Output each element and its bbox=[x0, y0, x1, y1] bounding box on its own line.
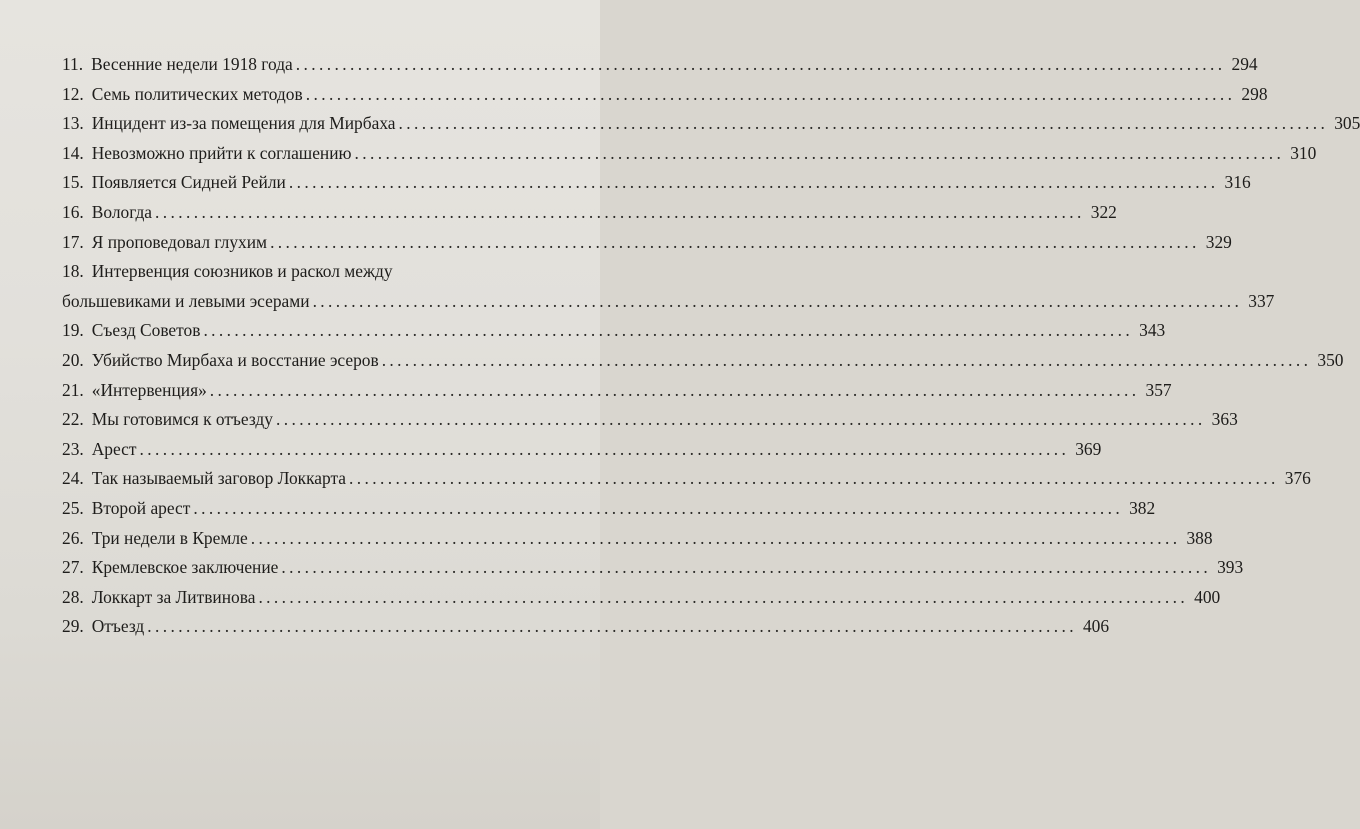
toc-entry-title: Второй арест bbox=[91, 497, 191, 518]
toc-entry-page: 369 bbox=[1075, 438, 1102, 459]
toc-entry-25 bbox=[62, 494, 1156, 524]
toc-entry-11 bbox=[62, 50, 1258, 80]
toc-entry-number: 11. bbox=[62, 54, 84, 74]
dot-leader bbox=[155, 198, 1085, 228]
toc-entry-title: Убийство Мирбаха и восстание эсеров bbox=[91, 349, 379, 370]
toc-entry-title: Три недели в Кремле bbox=[91, 527, 248, 548]
toc-entry-page: 322 bbox=[1090, 201, 1117, 222]
toc-entry-18 bbox=[62, 257, 1275, 316]
dot-leader bbox=[289, 168, 1219, 198]
toc-entry-first-line bbox=[62, 257, 550, 287]
toc-entry-26 bbox=[62, 524, 1213, 554]
toc-entry-title: Так называемый заговор Локкарта bbox=[91, 468, 347, 489]
toc-entry-page: 337 bbox=[1248, 290, 1275, 311]
dot-leader bbox=[399, 109, 1329, 139]
toc-entry-number: 27. bbox=[62, 557, 84, 578]
toc-entry-number: 23. bbox=[62, 438, 84, 459]
toc-entry-22 bbox=[62, 405, 1238, 435]
toc-entry-page: 400 bbox=[1194, 586, 1221, 607]
toc-entry-page: 305 bbox=[1334, 113, 1360, 134]
toc-entry-title: Кремлевское заключение bbox=[91, 557, 279, 578]
toc-entry-title: Я проповедовал глухим bbox=[91, 231, 268, 252]
toc-entry-12 bbox=[62, 80, 1268, 110]
dot-leader bbox=[306, 80, 1236, 110]
toc-entry-number: 16. bbox=[62, 201, 84, 222]
toc-entry-number: 22. bbox=[62, 409, 84, 430]
toc-entry-number: 17. bbox=[62, 231, 84, 252]
dot-leader bbox=[203, 316, 1133, 346]
toc-entry-number: 29. bbox=[62, 616, 84, 637]
toc-entry-title: Мы готовимся к отъезду bbox=[91, 409, 273, 430]
toc-entry-page: 329 bbox=[1205, 231, 1232, 252]
toc-entry-title-continued: большевиками и левыми эсерами bbox=[62, 290, 310, 311]
toc-entry-page: 357 bbox=[1145, 379, 1172, 400]
toc-entry-title: Вологда bbox=[91, 201, 153, 222]
toc-entry-24 bbox=[62, 464, 1311, 494]
toc-entry-title: Съезд Советов bbox=[91, 320, 201, 341]
toc-entry-page: 406 bbox=[1082, 616, 1110, 637]
dot-leader bbox=[382, 346, 1312, 376]
bleed-through-text bbox=[440, 670, 600, 790]
dot-leader bbox=[281, 553, 1211, 583]
toc-entry-page: 393 bbox=[1217, 557, 1244, 578]
toc-entry-number: 21. bbox=[62, 379, 84, 400]
toc-entry-29 bbox=[62, 612, 1110, 642]
dot-leader bbox=[270, 228, 1200, 258]
toc-entry-number: 26. bbox=[62, 527, 84, 548]
toc-entry-15 bbox=[62, 168, 1251, 198]
toc-entry-number: 15. bbox=[62, 172, 84, 193]
toc-entry-number: 18. bbox=[62, 261, 84, 282]
table-of-contents bbox=[62, 50, 1360, 642]
toc-entry-23 bbox=[62, 435, 1102, 465]
toc-entry-second-line bbox=[62, 287, 1275, 317]
toc-entry-title: Появляется Сидней Рейли bbox=[91, 172, 286, 193]
dot-leader bbox=[276, 405, 1206, 435]
toc-entry-28 bbox=[62, 583, 1221, 613]
toc-entry-number: 19. bbox=[62, 320, 84, 341]
toc-entry-page: 388 bbox=[1186, 527, 1213, 548]
toc-entry-21 bbox=[62, 376, 1172, 406]
toc-entry-page: 294 bbox=[1231, 54, 1258, 74]
toc-entry-title: Невозможно прийти к соглашению bbox=[91, 142, 352, 163]
toc-entry-13 bbox=[62, 109, 1360, 139]
toc-entry-number: 28. bbox=[62, 586, 84, 607]
toc-entry-14 bbox=[62, 139, 1317, 169]
toc-entry-page: 316 bbox=[1224, 172, 1251, 193]
toc-entry-19 bbox=[62, 316, 1166, 346]
toc-entry-title: Отъезд bbox=[91, 616, 145, 637]
dot-leader bbox=[251, 524, 1181, 554]
dot-leader bbox=[139, 435, 1069, 465]
toc-entry-number: 20. bbox=[62, 349, 84, 370]
dot-leader bbox=[355, 139, 1285, 169]
toc-entry-page: 298 bbox=[1241, 83, 1268, 104]
toc-entry-17 bbox=[62, 228, 1232, 258]
toc-entry-page: 376 bbox=[1284, 468, 1311, 489]
toc-entry-title: Локкарт за Литвинова bbox=[91, 586, 256, 607]
toc-entry-number: 14. bbox=[62, 142, 84, 163]
toc-entry-number: 12. bbox=[62, 83, 84, 104]
toc-entry-page: 350 bbox=[1317, 349, 1344, 370]
dot-leader bbox=[210, 376, 1140, 406]
toc-entry-20 bbox=[62, 346, 1344, 376]
dot-leader bbox=[147, 612, 1077, 642]
toc-entry-page: 310 bbox=[1290, 142, 1317, 163]
toc-entry-title: Арест bbox=[91, 438, 137, 459]
toc-entry-title: Интервенция союзников и раскол между bbox=[91, 261, 393, 282]
toc-entry-27 bbox=[62, 553, 1244, 583]
dot-leader bbox=[296, 50, 1226, 80]
dot-leader bbox=[193, 494, 1123, 524]
dot-leader bbox=[258, 583, 1188, 613]
toc-entry-number: 24. bbox=[62, 468, 84, 489]
toc-entry-page: 382 bbox=[1129, 497, 1156, 518]
toc-entry-page: 343 bbox=[1139, 320, 1166, 341]
toc-entry-number: 25. bbox=[62, 497, 84, 518]
toc-entry-title: Семь политических методов bbox=[91, 83, 303, 104]
toc-entry-number: 13. bbox=[62, 113, 84, 134]
dot-leader bbox=[349, 464, 1279, 494]
toc-entry-16 bbox=[62, 198, 1117, 228]
dot-leader bbox=[313, 287, 1243, 317]
toc-entry-page: 363 bbox=[1211, 409, 1238, 430]
toc-entry-title: Инцидент из-за помещения для Мирбаха bbox=[91, 113, 396, 134]
toc-entry-title: Весенние недели 1918 года bbox=[91, 54, 293, 74]
toc-entry-title: «Интервенция» bbox=[91, 379, 207, 400]
